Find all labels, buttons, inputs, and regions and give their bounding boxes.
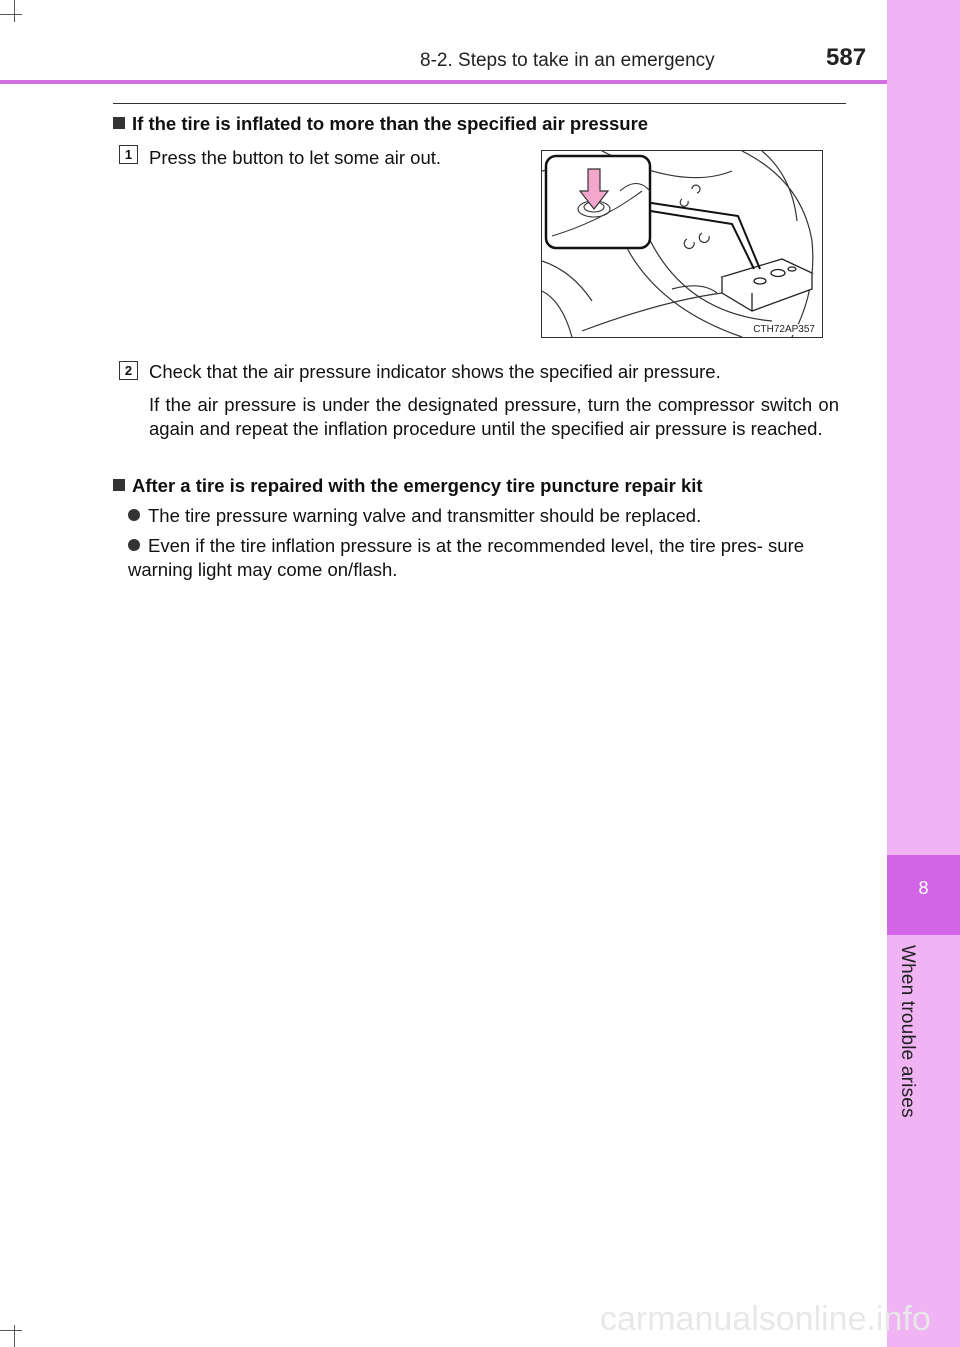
compressor-button-illustration (542, 151, 822, 337)
bullet-icon (128, 509, 140, 521)
watermark: carmanualsonline.info (600, 1300, 931, 1338)
crop-mark (0, 14, 22, 15)
section-divider (113, 103, 846, 104)
heading-text: After a tire is repaired with the emergency tire puncture repair kit (132, 475, 703, 496)
section-heading-after-repair (113, 475, 703, 497)
page-number: 587 (826, 44, 867, 71)
section-heading-overinflated (113, 113, 648, 135)
square-bullet-icon (113, 479, 125, 491)
heading-text: If the tire is inflated to more than the specified air pressure (132, 113, 649, 134)
list-item (128, 534, 846, 582)
chapter-sidebar (887, 0, 960, 1347)
list-item (128, 504, 846, 528)
step-number-box: 1 (119, 145, 138, 164)
bullet-text: Even if the tire inflation pressure is at the recommended level, the tire pres- sure warning light may come on/flash. (128, 535, 805, 580)
compressor-figure (541, 150, 823, 338)
chapter-number: 8 (918, 878, 929, 898)
crop-mark (14, 1325, 15, 1347)
crop-mark (14, 0, 15, 22)
bullet-icon (128, 539, 140, 551)
step-2-text: Check that the air pressure indicator shows the specified air pressure. (149, 361, 721, 382)
chapter-title: When trouble arises (897, 945, 918, 1118)
crop-mark (0, 1330, 22, 1331)
figure-label: CTH72AP357 (753, 324, 815, 335)
step-2-note: If the air pressure is under the designated pressure, turn the compressor switch on again and repeat the inflation procedure until the specified air pressure is reached. (149, 394, 839, 439)
bullet-text: The tire pressure warning valve and transmitter should be replaced. (148, 505, 702, 526)
step-1-text: Press the button to let some air out. (149, 147, 442, 168)
section-header-title: 8-2. Steps to take in an emergency (420, 50, 715, 71)
step-number-box: 2 (119, 361, 138, 380)
square-bullet-icon (113, 117, 125, 129)
header-rule (0, 80, 887, 84)
